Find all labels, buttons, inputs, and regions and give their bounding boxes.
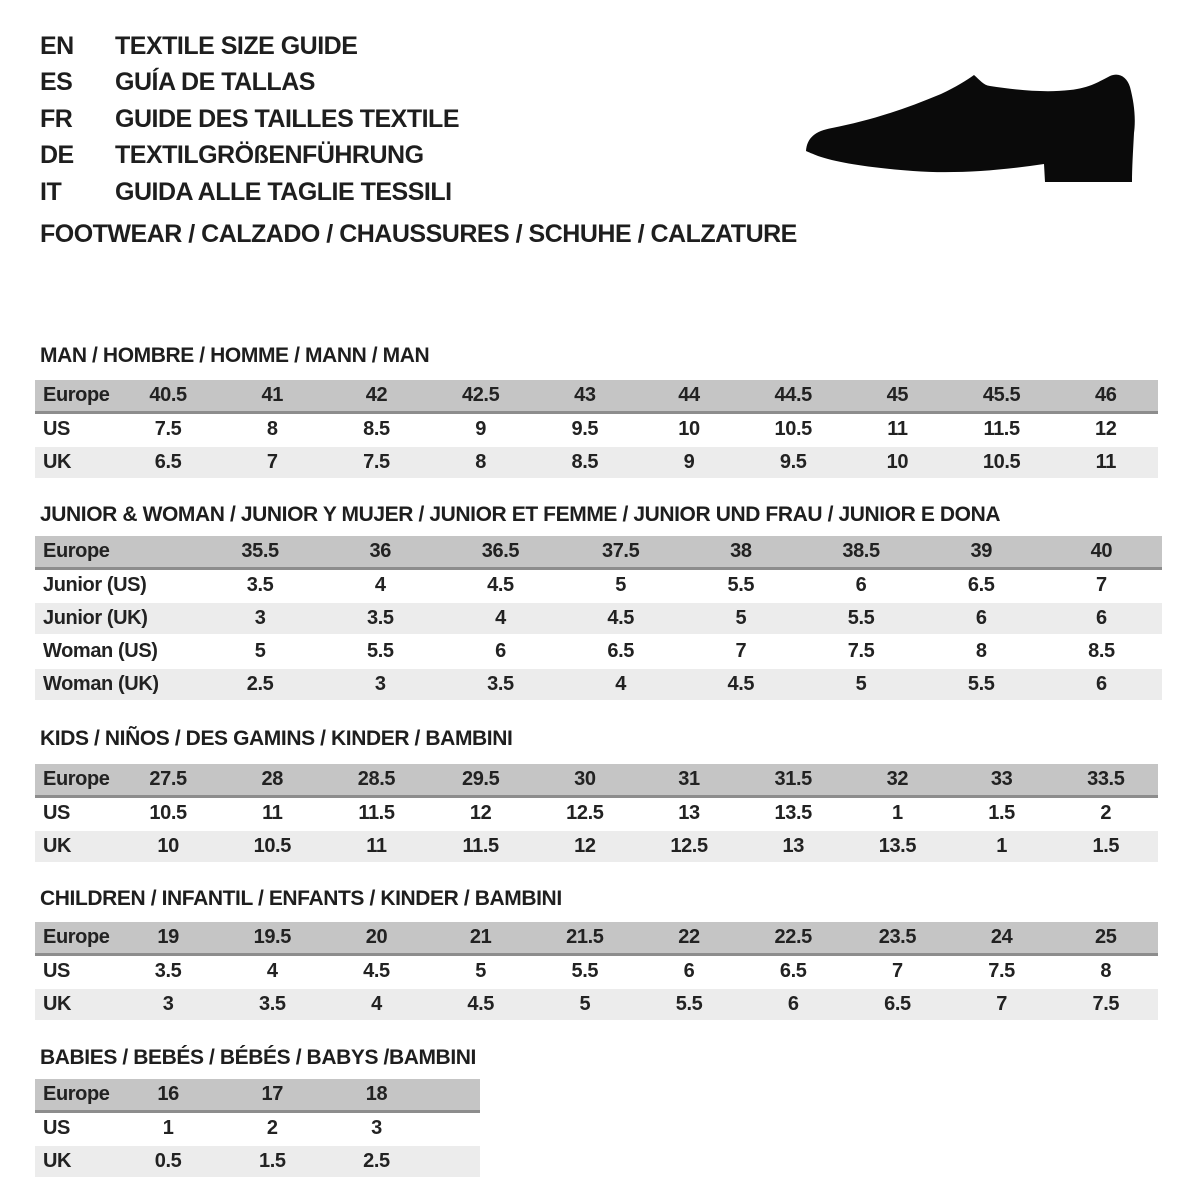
size-value: 44.5: [741, 380, 845, 413]
filler-cell: [429, 1112, 480, 1146]
size-value: 20: [324, 922, 428, 955]
lang-code: EN: [40, 31, 74, 60]
lang-label: TEXTILGRÖßENFÜHRUNG: [115, 141, 424, 170]
lang-code: IT: [40, 177, 62, 206]
row-label: Europe: [35, 536, 200, 569]
size-value: 4.5: [429, 988, 533, 1021]
lang-label: GUIDA ALLE TAGLIE TESSILI: [115, 177, 452, 206]
size-value: 12: [533, 830, 637, 863]
size-value: 10.5: [116, 797, 220, 831]
size-value: 5.5: [637, 988, 741, 1021]
size-value: 7.5: [801, 635, 921, 668]
size-value: 1.5: [950, 797, 1054, 831]
size-value: 33.5: [1054, 764, 1158, 797]
size-value: 3: [320, 668, 440, 701]
lang-row-de: [40, 138, 459, 175]
size-value: 6: [1041, 602, 1161, 635]
section-title-man: MAN / HOMBRE / HOMME / MANN / MAN: [40, 344, 430, 367]
size-value: 4: [220, 955, 324, 989]
size-value: 3.5: [200, 569, 320, 603]
size-value: 6: [921, 602, 1041, 635]
category-line: FOOTWEAR / CALZADO / CHAUSSURES / SCHUHE / CALZATURE: [40, 220, 797, 248]
size-value: 5: [801, 668, 921, 701]
size-value: 6: [1041, 668, 1161, 701]
size-value: 28: [220, 764, 324, 797]
size-value: 8: [220, 413, 324, 447]
size-value: 5.5: [320, 635, 440, 668]
size-value: 2: [1054, 797, 1158, 831]
size-value: 30: [533, 764, 637, 797]
size-value: 27.5: [116, 764, 220, 797]
size-value: 36.5: [440, 536, 560, 569]
size-value: 38.5: [801, 536, 921, 569]
size-value: 40: [1041, 536, 1161, 569]
size-value: 5.5: [801, 602, 921, 635]
lang-row-es: [40, 65, 459, 102]
size-value: 18: [324, 1079, 428, 1112]
size-table: [35, 536, 1162, 702]
size-value: 21.5: [533, 922, 637, 955]
size-value: 36: [320, 536, 440, 569]
size-value: 7.5: [950, 955, 1054, 989]
row-label: US: [35, 955, 116, 989]
size-table: [35, 380, 1158, 480]
size-value: 11: [845, 413, 949, 447]
size-value: 5: [429, 955, 533, 989]
lang-label: TEXTILE SIZE GUIDE: [115, 31, 358, 60]
size-value: 6: [637, 955, 741, 989]
size-value: 8.5: [533, 446, 637, 479]
size-value: 9.5: [741, 446, 845, 479]
lang-label: GUÍA DE TALLAS: [115, 68, 315, 97]
row-label: Junior (US): [35, 569, 200, 603]
size-value: 8.5: [324, 413, 428, 447]
size-value: 10.5: [220, 830, 324, 863]
size-value: 45.5: [950, 380, 1054, 413]
size-value: 23.5: [845, 922, 949, 955]
size-value: 38: [681, 536, 801, 569]
size-value: 1: [845, 797, 949, 831]
size-value: 40.5: [116, 380, 220, 413]
size-table-row: [35, 602, 1162, 635]
size-value: 43: [533, 380, 637, 413]
size-value: 3: [116, 988, 220, 1021]
size-value: 21: [429, 922, 533, 955]
size-value: 41: [220, 380, 324, 413]
row-label: US: [35, 797, 116, 831]
row-label: Europe: [35, 764, 116, 797]
size-value: 10.5: [741, 413, 845, 447]
size-value: 8.5: [1041, 635, 1161, 668]
size-value: 13: [741, 830, 845, 863]
lang-label: GUIDE DES TAILLES TEXTILE: [115, 104, 460, 133]
size-table-row: [35, 797, 1158, 831]
row-label: UK: [35, 446, 116, 479]
size-value: 22: [637, 922, 741, 955]
size-table-header-row: [35, 764, 1158, 797]
size-value: 3: [200, 602, 320, 635]
size-value: 17: [220, 1079, 324, 1112]
size-value: 5: [533, 988, 637, 1021]
size-value: 9: [429, 413, 533, 447]
size-value: 31.5: [741, 764, 845, 797]
size-value: 4.5: [681, 668, 801, 701]
size-value: 6: [801, 569, 921, 603]
size-table-children: [35, 922, 1158, 1022]
size-value: 37.5: [561, 536, 681, 569]
size-value: 28.5: [324, 764, 428, 797]
size-table-header-row: [35, 1079, 480, 1112]
size-value: 11.5: [429, 830, 533, 863]
size-value: 10.5: [950, 446, 1054, 479]
size-value: 2: [220, 1112, 324, 1146]
size-value: 3.5: [440, 668, 560, 701]
size-value: 22.5: [741, 922, 845, 955]
row-label: UK: [35, 830, 116, 863]
size-value: 7.5: [1054, 988, 1158, 1021]
size-value: 6.5: [741, 955, 845, 989]
section-title-junior-woman: JUNIOR & WOMAN / JUNIOR Y MUJER / JUNIOR ET FEMME / JUNIOR UND FRAU / JUNIOR E DONA: [40, 503, 1001, 526]
size-table-row: [35, 446, 1158, 479]
size-value: 5: [561, 569, 681, 603]
section-title-children: CHILDREN / INFANTIL / ENFANTS / KINDER / BAMBINI: [40, 887, 562, 910]
size-table-row: [35, 830, 1158, 863]
size-value: 6.5: [116, 446, 220, 479]
size-value: 10: [637, 413, 741, 447]
size-value: 10: [845, 446, 949, 479]
size-value: 3.5: [320, 602, 440, 635]
size-value: 7.5: [324, 446, 428, 479]
size-value: 6: [440, 635, 560, 668]
size-value: 35.5: [200, 536, 320, 569]
size-table: [35, 764, 1158, 864]
size-value: 44: [637, 380, 741, 413]
size-value: 2.5: [200, 668, 320, 701]
size-value: 11.5: [324, 797, 428, 831]
size-value: 11: [1054, 446, 1158, 479]
size-table-row: [35, 668, 1162, 701]
size-value: 3.5: [220, 988, 324, 1021]
row-label: UK: [35, 988, 116, 1021]
row-label: Woman (US): [35, 635, 200, 668]
size-value: 45: [845, 380, 949, 413]
row-label: Europe: [35, 922, 116, 955]
size-value: 1: [950, 830, 1054, 863]
row-label: Europe: [35, 1079, 116, 1112]
size-table-junior-woman: [35, 536, 1162, 702]
size-value: 29.5: [429, 764, 533, 797]
size-value: 8: [1054, 955, 1158, 989]
size-value: 4: [561, 668, 681, 701]
size-value: 0.5: [116, 1145, 220, 1178]
size-table: [35, 1079, 480, 1179]
size-value: 2.5: [324, 1145, 428, 1178]
size-value: 6.5: [845, 988, 949, 1021]
size-value: 5.5: [681, 569, 801, 603]
size-value: 9: [637, 446, 741, 479]
size-value: 39: [921, 536, 1041, 569]
size-value: 4: [324, 988, 428, 1021]
section-title-babies: BABIES / BEBÉS / BÉBÉS / BABYS /BAMBINI: [40, 1046, 476, 1069]
size-value: 24: [950, 922, 1054, 955]
size-value: 6.5: [561, 635, 681, 668]
row-label: UK: [35, 1145, 116, 1178]
size-value: 7.5: [116, 413, 220, 447]
size-table-row: [35, 988, 1158, 1021]
row-label: US: [35, 413, 116, 447]
size-value: 4: [440, 602, 560, 635]
row-label: US: [35, 1112, 116, 1146]
size-value: 12.5: [637, 830, 741, 863]
size-table-babies: [35, 1079, 480, 1179]
size-value: 5.5: [533, 955, 637, 989]
size-value: 4.5: [561, 602, 681, 635]
size-table-header-row: [35, 922, 1158, 955]
section-title-kids: KIDS / NIÑOS / DES GAMINS / KINDER / BAMBINI: [40, 727, 513, 750]
size-value: 1: [116, 1112, 220, 1146]
size-value: 3: [324, 1112, 428, 1146]
size-table-row: [35, 413, 1158, 447]
size-value: 8: [429, 446, 533, 479]
size-value: 9.5: [533, 413, 637, 447]
size-value: 46: [1054, 380, 1158, 413]
size-value: 13.5: [741, 797, 845, 831]
size-value: 6: [741, 988, 845, 1021]
size-table-kids: [35, 764, 1158, 864]
size-value: 7: [681, 635, 801, 668]
row-label: Woman (UK): [35, 668, 200, 701]
size-value: 12: [429, 797, 533, 831]
size-value: 11: [220, 797, 324, 831]
size-value: 11: [324, 830, 428, 863]
language-header: [40, 28, 459, 211]
size-value: 42: [324, 380, 428, 413]
size-table-row: [35, 955, 1158, 989]
size-table-row: [35, 635, 1162, 668]
lang-code: ES: [40, 68, 73, 97]
size-value: 12.5: [533, 797, 637, 831]
size-value: 7: [220, 446, 324, 479]
row-label: Junior (UK): [35, 602, 200, 635]
size-value: 25: [1054, 922, 1158, 955]
size-value: 5: [200, 635, 320, 668]
size-value: 7: [950, 988, 1054, 1021]
lang-code: FR: [40, 104, 73, 133]
size-value: 1.5: [1054, 830, 1158, 863]
lang-row-it: [40, 174, 459, 211]
size-value: 4: [320, 569, 440, 603]
size-table-header-row: [35, 536, 1162, 569]
lang-code: DE: [40, 141, 74, 170]
size-value: 5: [681, 602, 801, 635]
filler-cell: [429, 1145, 480, 1178]
size-value: 6.5: [921, 569, 1041, 603]
size-value: 4.5: [324, 955, 428, 989]
size-table-man: [35, 380, 1158, 480]
dress-shoe-icon: [798, 56, 1146, 188]
size-value: 7: [1041, 569, 1161, 603]
size-value: 8: [921, 635, 1041, 668]
lang-row-fr: [40, 101, 459, 138]
size-value: 10: [116, 830, 220, 863]
size-table-row: [35, 1112, 480, 1146]
size-value: 7: [845, 955, 949, 989]
size-value: 5.5: [921, 668, 1041, 701]
size-table: [35, 922, 1158, 1022]
size-value: 19: [116, 922, 220, 955]
size-value: 13.5: [845, 830, 949, 863]
filler-cell: [429, 1079, 480, 1112]
size-value: 13: [637, 797, 741, 831]
size-table-header-row: [35, 380, 1158, 413]
size-value: 11.5: [950, 413, 1054, 447]
size-table-row: [35, 1145, 480, 1178]
size-value: 1.5: [220, 1145, 324, 1178]
lang-row-en: [40, 28, 459, 65]
size-value: 3.5: [116, 955, 220, 989]
size-value: 31: [637, 764, 741, 797]
size-value: 4.5: [440, 569, 560, 603]
size-value: 16: [116, 1079, 220, 1112]
size-value: 33: [950, 764, 1054, 797]
size-table-row: [35, 569, 1162, 603]
row-label: Europe: [35, 380, 116, 413]
size-value: 12: [1054, 413, 1158, 447]
size-value: 42.5: [429, 380, 533, 413]
size-value: 32: [845, 764, 949, 797]
size-value: 19.5: [220, 922, 324, 955]
